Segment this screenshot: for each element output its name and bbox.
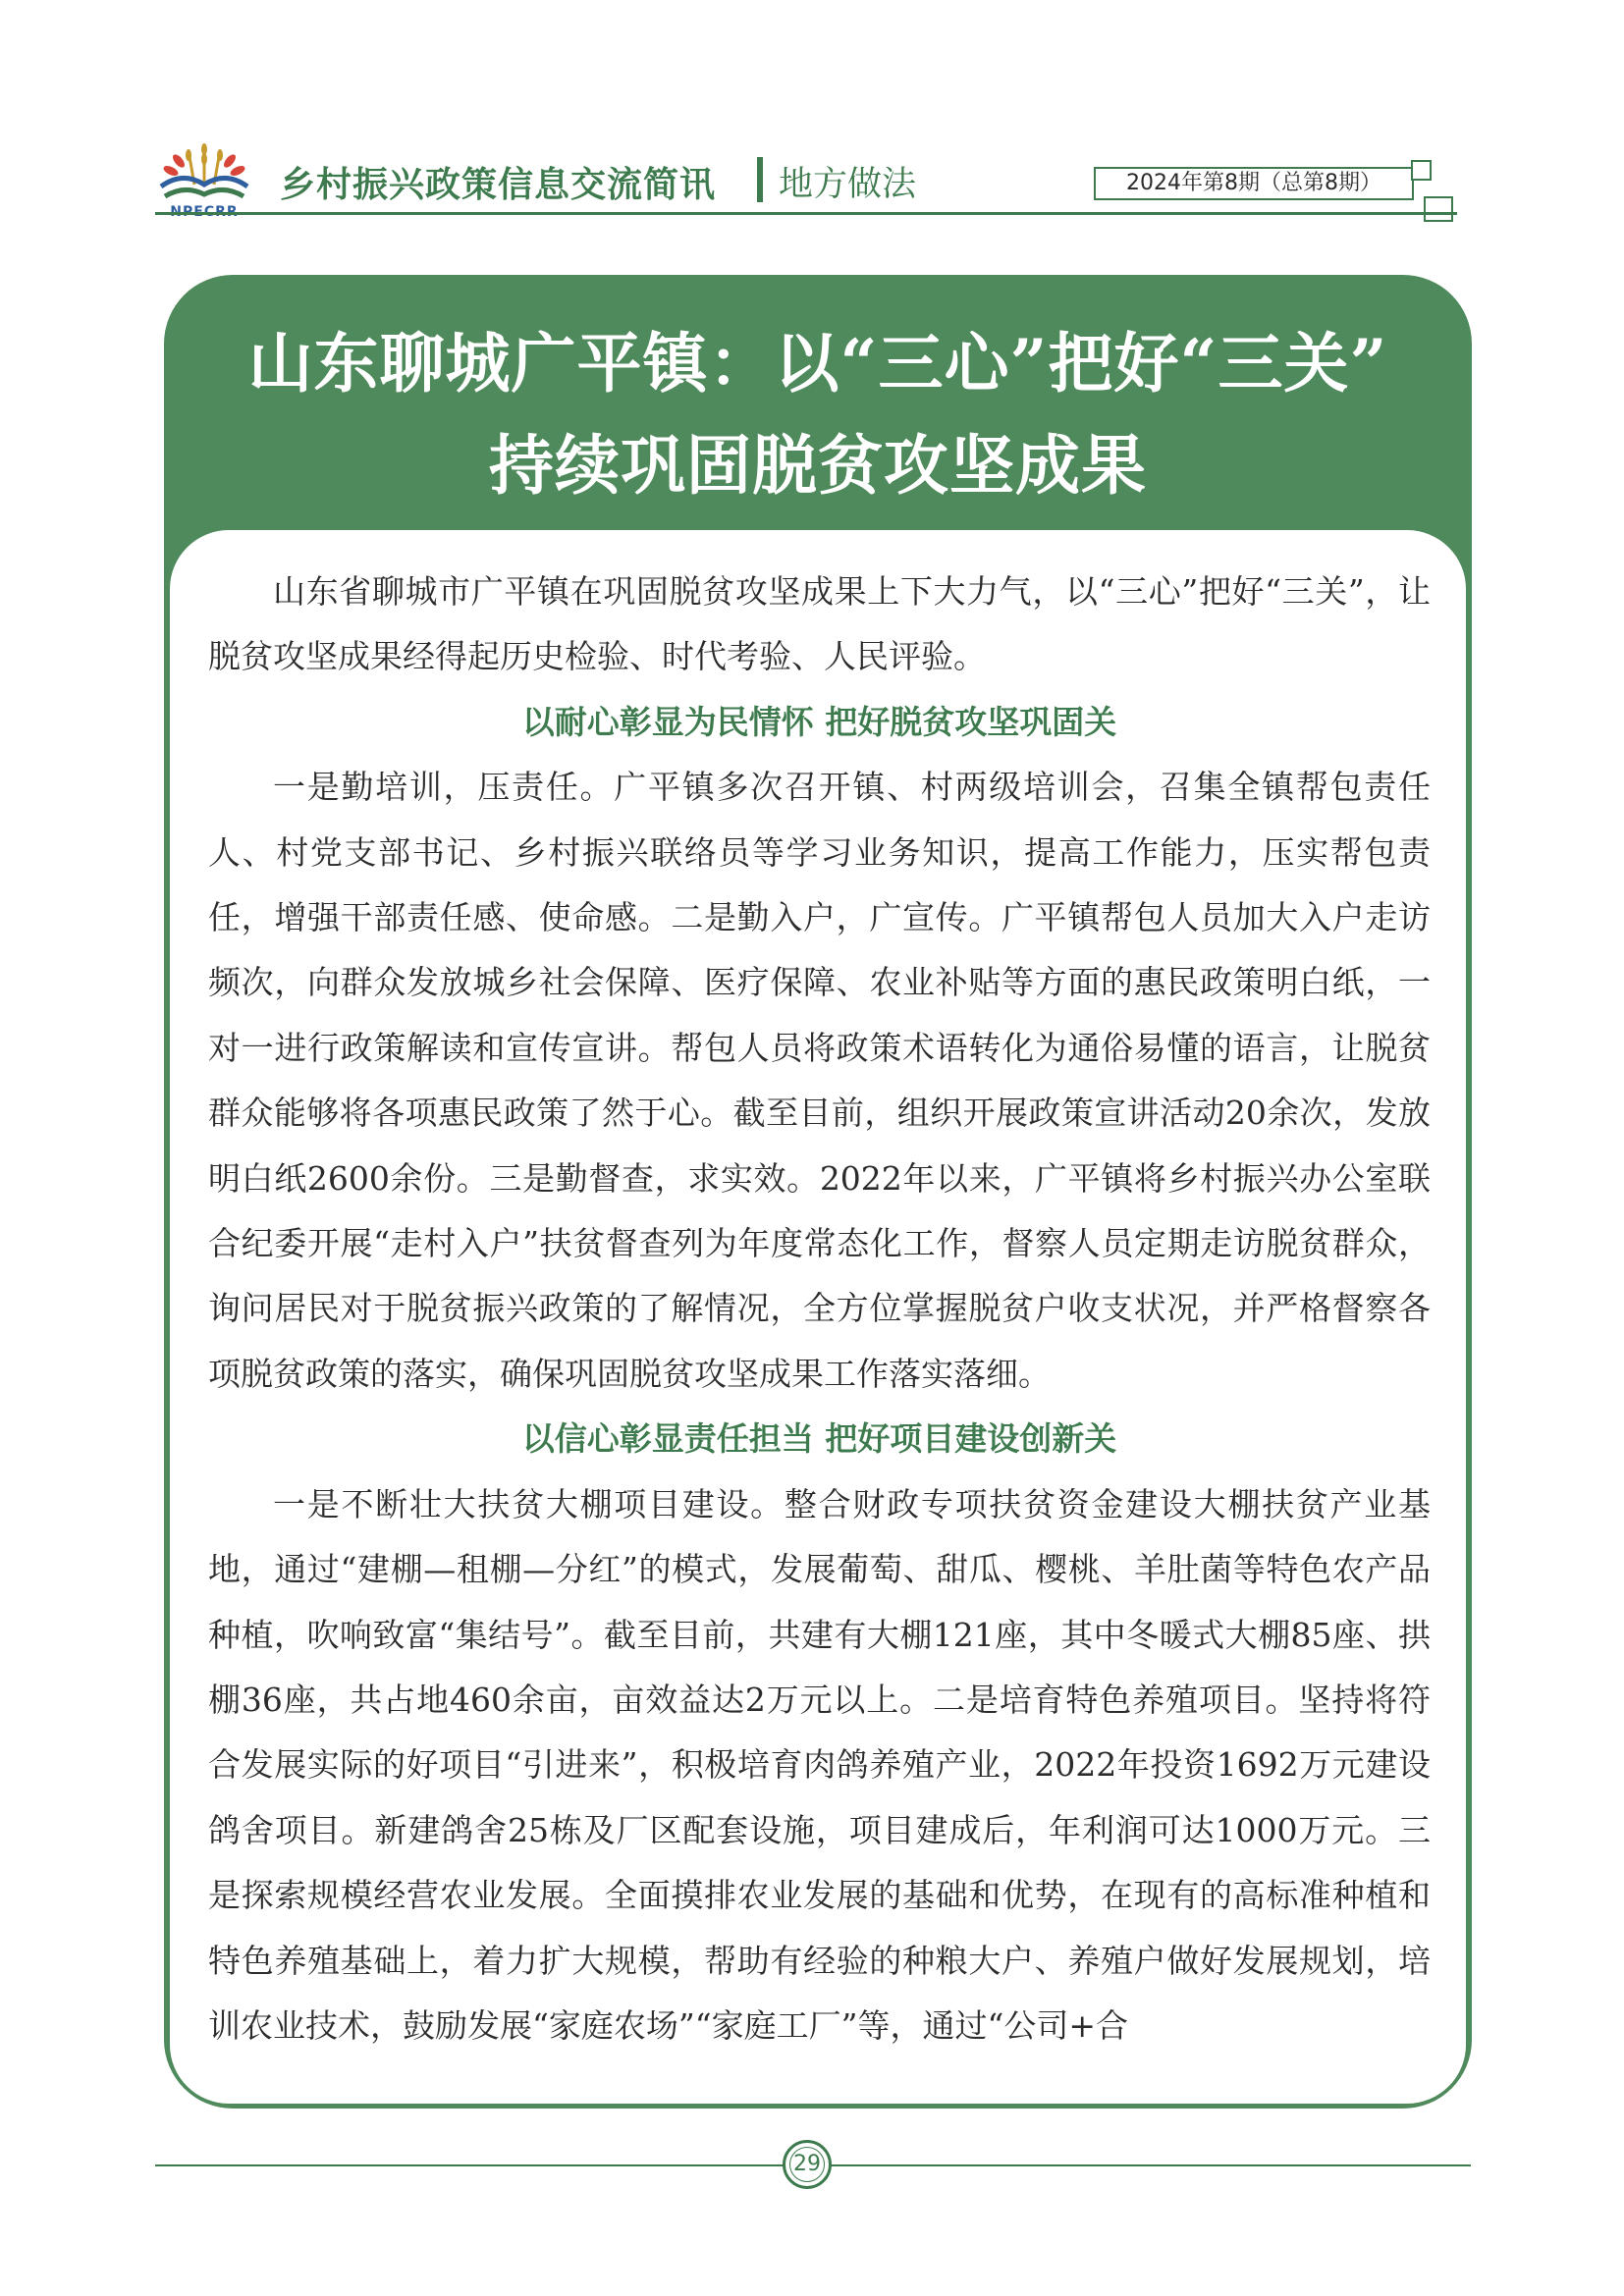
section-heading-2: 以信心彰显责任担当 把好项目建设创新关 <box>521 1419 1117 1459</box>
issue-label: 2024年第8期（总第8期） <box>1094 167 1414 200</box>
decor-square <box>1411 160 1432 181</box>
section-heading-1: 以耐心彰显为民情怀 把好脱贫攻坚巩固关 <box>521 702 1117 741</box>
decor-square <box>1424 196 1453 222</box>
section-1-paragraph: 一是勤培训，压责任。广平镇多次召开镇、村两级培训会，召集全镇帮包责任人、村党支部书记、乡村振兴联络员等学习业务知识，提高工作能力，压实帮包责任，增强干部责任感、使命感。二是勤入户，广宣传。广平镇帮包人员加大入户走访频次，向群众发放城乡社会保障、医疗保障、农业补贴等方面的惠民政策明白纸，一对一进行政策解读和宣传宣讲。帮包人员将政策术语转化为通俗易懂的语言，让脱贫群众能够将各项惠民政策了然于心。截至目前，组织开展政策宣讲活动20余次，发放明白纸2600余份。三是勤督查，求实效。2022年以来，广平镇将乡村振兴办公室联合纪委开展“走村入户”扶贫督查列为年度常态化工作，督察人员定期走访脱贫群众，询问居民对于脱贫振兴政策的了解情况，全方位掌握脱贫户收支状况，并严格督察各项脱贫政策的落实，确保巩固脱贫攻坚成果工作落实落细。 <box>208 768 1431 1393</box>
logo-emblem-icon <box>155 137 253 206</box>
intro-paragraph: 山东省聊城市广平镇在巩固脱贫攻坚成果上下大力气，以“三心”把好“三关”，让脱贫攻坚成果经得起历史检验、时代考验、人民评验。 <box>208 572 1431 676</box>
article-body <box>208 560 1431 2058</box>
section-2-paragraph: 一是不断壮大扶贫大棚项目建设。整合财政专项扶贫资金建设大棚扶贫产业基地，通过“建棚—租棚—分红”的模式，发展葡萄、甜瓜、樱桃、羊肚菌等特色农产品种植，吹响致富“集结号”。截至目前，共建有大棚121座，其中冬暖式大棚85座、拱棚36座，共占地460余亩，亩效益达2万元以上。二是培育特色养殖项目。坚持将符合发展实际的好项目“引进来”，积极培育肉鸽养殖产业，2022年投资1692万元建设鸽舍项目。新建鸽舍25栋及厂区配套设施，项目建成后，年利润可达1000万元。三是探索规模经营农业发展。全面摸排农业发展的基础和优势，在现有的高标准种植和特色养殖基础上，着力扩大规模，帮助有经验的种粮大户、养殖户做好发展规划，培训农业技术，鼓励发展“家庭农场”“家庭工厂”等，通过“公司+合 <box>208 1484 1431 2045</box>
article-title-line-1: 山东聊城广平镇：以“三心”把好“三关” <box>247 325 1388 401</box>
section-name: 地方做法 <box>779 165 917 204</box>
page-number: 29 <box>789 2147 825 2182</box>
article-title-line-2: 持续巩固脱贫攻坚成果 <box>489 427 1147 504</box>
publication-title: 乡村振兴政策信息交流简讯 <box>280 165 717 205</box>
header-separator <box>757 157 763 202</box>
header-rule <box>155 212 1457 215</box>
page-number-badge <box>783 2140 832 2189</box>
article-title <box>164 312 1472 516</box>
